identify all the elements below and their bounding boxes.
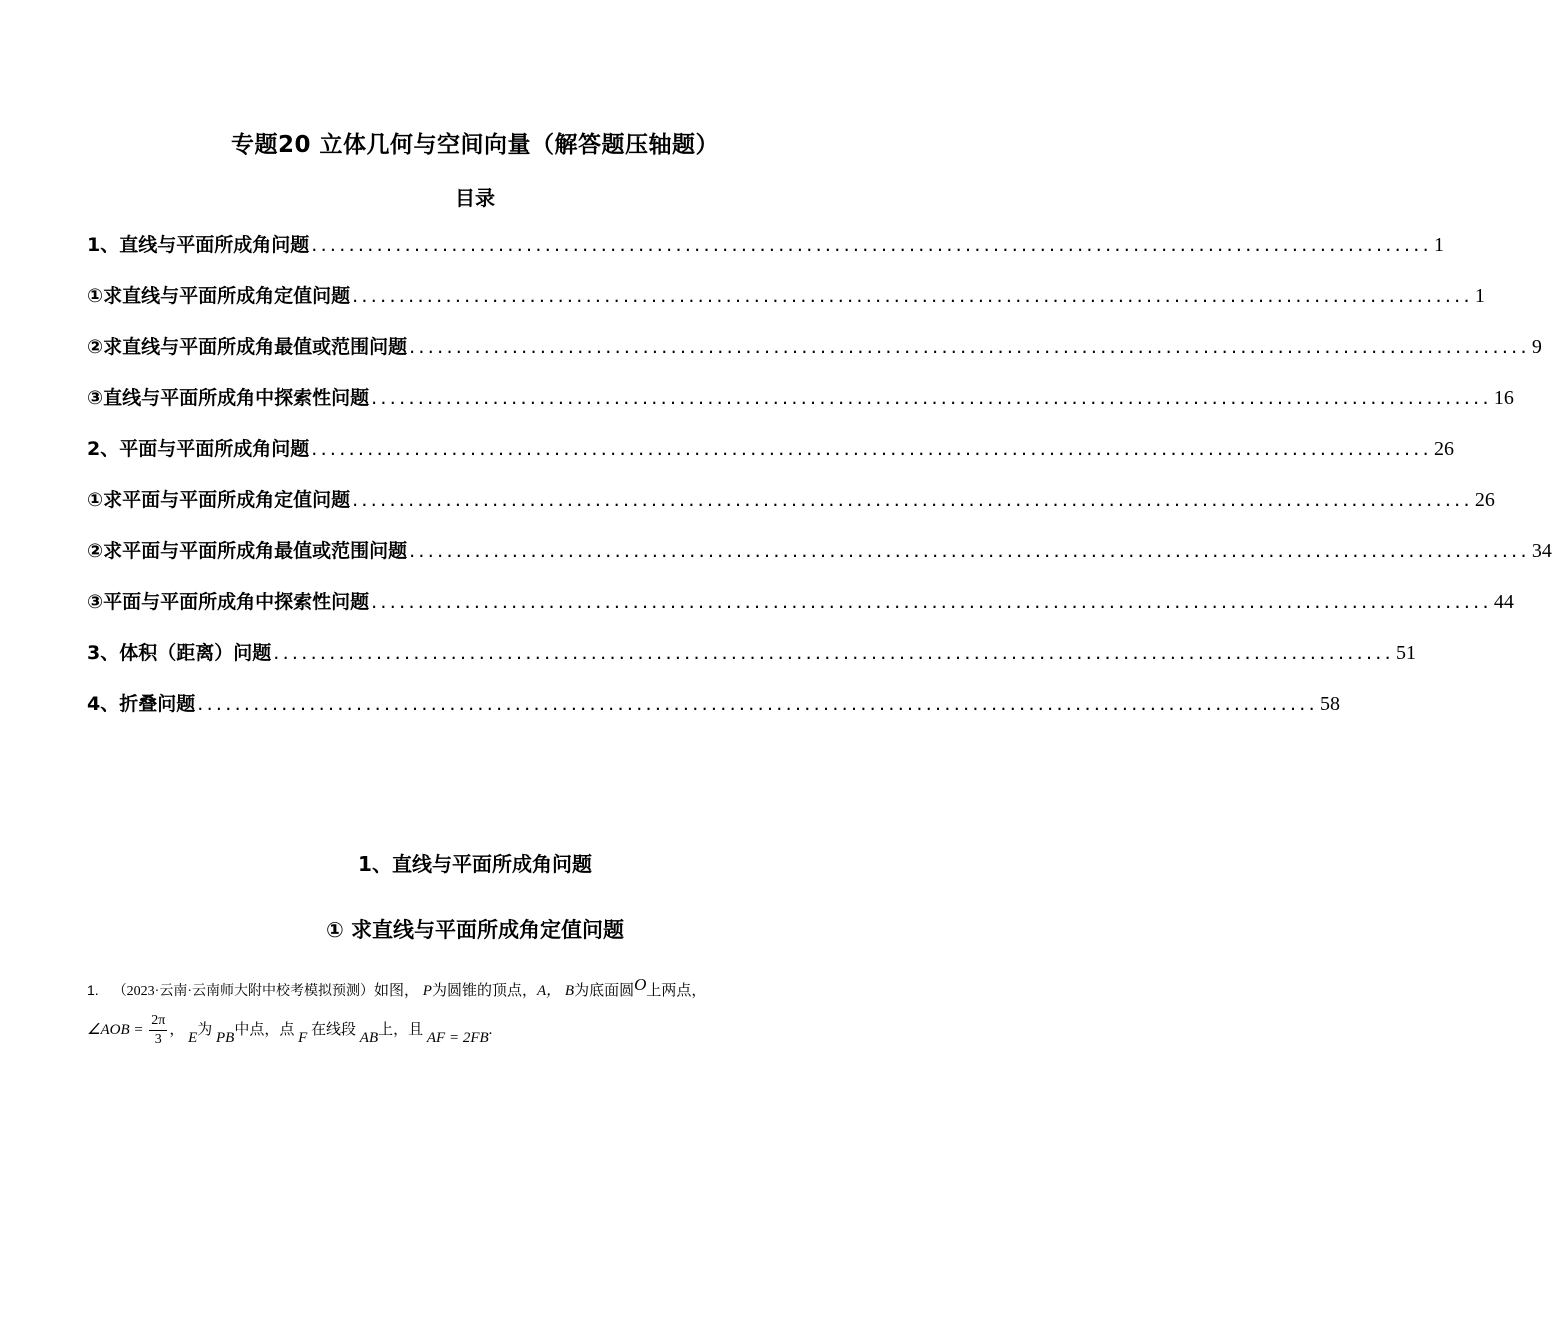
toc-entry-page: 26 — [1474, 489, 1495, 511]
toc-leader: ........................................................................................................................ — [197, 693, 1318, 715]
toc-entry[interactable] — [87, 230, 1444, 281]
fraction-numerator: 2π — [149, 1012, 167, 1031]
toc-entry-label: 3、体积（距离）问题 — [87, 642, 272, 664]
toc-entry[interactable] — [87, 485, 1495, 536]
problem-text: 为圆锥的顶点， — [431, 983, 537, 999]
problem-text: 为底面圆 — [574, 983, 635, 999]
toc-entry-label: ①求平面与平面所成角定值问题 — [87, 489, 351, 511]
toc-entry-page: 58 — [1319, 693, 1340, 715]
problem-text: 在线段 — [311, 1021, 357, 1038]
toc-entry-page: 26 — [1433, 438, 1454, 460]
toc-entry-page: 34 — [1531, 540, 1552, 562]
page-title: 专题20 立体几何与空间向量（解答题压轴题） — [230, 132, 719, 158]
table-of-contents — [87, 230, 1552, 740]
toc-entry-label: ③直线与平面所成角中探索性问题 — [87, 387, 370, 409]
toc-leader: ........................................................................................................................ — [352, 285, 1473, 307]
problem-text: . — [488, 1021, 493, 1038]
toc-leader: ........................................................................................................................ — [371, 591, 1492, 613]
toc-entry[interactable] — [87, 638, 1416, 689]
toc-entry-label: ②求平面与平面所成角最值或范围问题 — [87, 540, 408, 562]
toc-entry-page: 16 — [1493, 387, 1514, 409]
toc-entry-page: 1 — [1474, 285, 1485, 307]
math-var: O — [634, 975, 647, 994]
toc-entry[interactable] — [87, 434, 1454, 485]
problem-1-line-1 — [87, 975, 877, 1004]
section-heading: 1、直线与平面所成角问题 — [358, 852, 592, 876]
problem-text: 上两点， — [646, 983, 707, 999]
toc-entry[interactable] — [87, 587, 1514, 638]
toc-entry-page: 1 — [1433, 234, 1444, 256]
math-var: A， — [536, 983, 562, 999]
toc-entry[interactable] — [87, 281, 1485, 332]
math-expr: AF = 2FB — [426, 1029, 489, 1046]
problem-text: 上，且 — [378, 1021, 424, 1038]
math-var: P — [422, 983, 432, 999]
math-var: PB — [216, 1029, 235, 1046]
toc-entry-label: 4、折叠问题 — [87, 693, 196, 715]
toc-heading: 目录 — [455, 186, 495, 210]
math-var: F — [298, 1029, 308, 1046]
toc-leader: ........................................................................................................................ — [409, 540, 1530, 562]
toc-entry-page: 44 — [1493, 591, 1514, 613]
toc-leader: ........................................................................................................................ — [311, 234, 1432, 256]
math-var: AB — [359, 1029, 379, 1046]
toc-entry-page: 51 — [1395, 642, 1416, 664]
toc-entry-page: 9 — [1531, 336, 1542, 358]
toc-entry[interactable] — [87, 689, 1340, 740]
problem-text: 为 — [197, 1021, 213, 1038]
math-expr: ∠AOB = — [87, 1021, 144, 1038]
problem-number: 1. — [87, 982, 99, 998]
problem-text: 中点，点 — [234, 1021, 295, 1038]
subsection-heading: ① 求直线与平面所成角定值问题 — [325, 918, 625, 942]
toc-entry-label: 1、直线与平面所成角问题 — [87, 234, 310, 256]
toc-leader: ........................................................................................................................ — [409, 336, 1530, 358]
problem-text: 如图， — [374, 983, 420, 999]
problem-text: ， — [169, 1021, 185, 1038]
toc-leader: ........................................................................................................................ — [311, 438, 1432, 460]
problem-source: （2023·云南·云南师大附中校考模拟预测） — [112, 984, 375, 999]
toc-entry[interactable] — [87, 536, 1552, 587]
problem-1-line-2 — [87, 1012, 492, 1049]
fraction — [149, 1012, 167, 1049]
math-var: B — [564, 983, 575, 999]
math-var: E — [188, 1029, 198, 1046]
toc-entry-label: ②求直线与平面所成角最值或范围问题 — [87, 336, 408, 358]
toc-entry-label: 2、平面与平面所成角问题 — [87, 438, 310, 460]
toc-leader: ........................................................................................................................ — [371, 387, 1492, 409]
fraction-denominator: 3 — [154, 1032, 162, 1047]
toc-leader: ........................................................................................................................ — [352, 489, 1473, 511]
toc-entry-label: ③平面与平面所成角中探索性问题 — [87, 591, 370, 613]
toc-entry[interactable] — [87, 332, 1542, 383]
toc-leader: ........................................................................................................................ — [273, 642, 1394, 664]
toc-entry[interactable] — [87, 383, 1514, 434]
toc-entry-label: ①求直线与平面所成角定值问题 — [87, 285, 351, 307]
